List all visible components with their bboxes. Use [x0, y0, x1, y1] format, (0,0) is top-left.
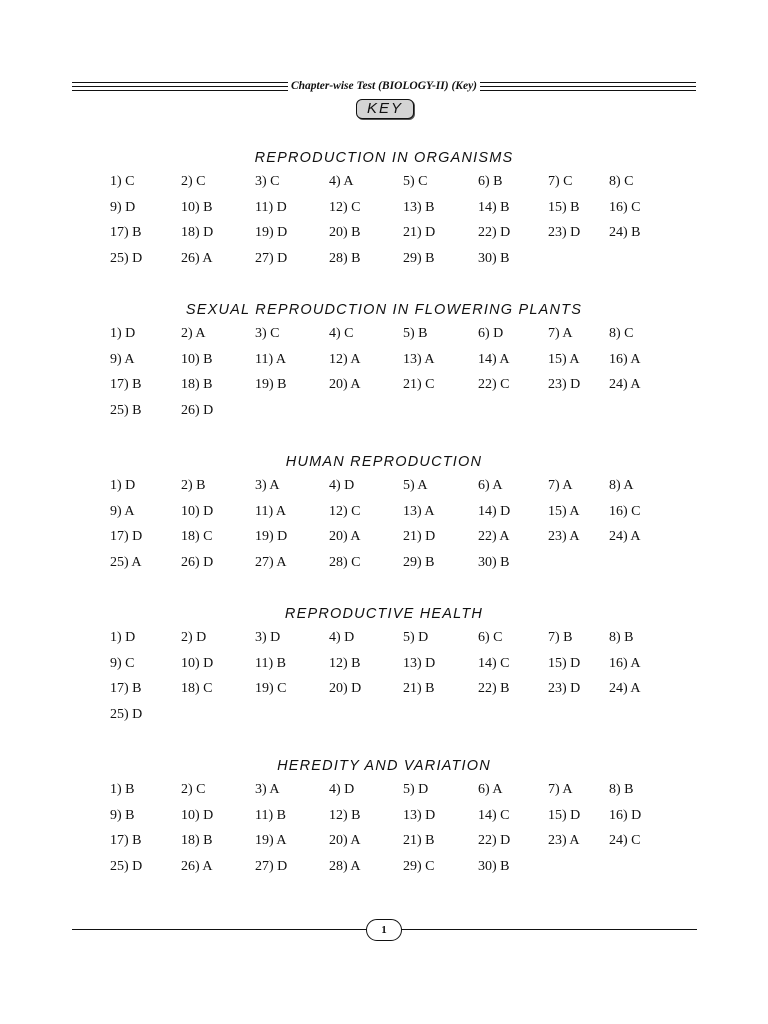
answer-item: 3) A — [255, 782, 280, 797]
answer-item: 29) B — [403, 250, 435, 266]
answer-item: 3) D — [255, 630, 281, 645]
answer-item: 1) C — [110, 174, 135, 189]
answer-item: 16) A — [609, 351, 641, 367]
answer-item: 17) B — [110, 681, 142, 696]
answer-item: 11) B — [255, 807, 286, 823]
answer-item: 18) C — [181, 681, 213, 696]
answer-item: 22) D — [478, 833, 511, 848]
answer-item: 9) C — [110, 655, 135, 671]
answer-item: 11) B — [255, 655, 286, 671]
page-footer — [72, 919, 697, 941]
answer-item: 29) B — [403, 554, 435, 570]
page-header — [72, 77, 696, 95]
answer-item: 22) B — [478, 681, 510, 696]
answer-item: 13) A — [403, 351, 435, 367]
answer-item: 2) A — [181, 326, 206, 341]
answer-item: 24) A — [609, 681, 641, 696]
answer-item: 6) B — [478, 174, 503, 189]
header-title: Chapter-wise Test (BIOLOGY-II) (Key) — [290, 80, 478, 92]
answer-item: 7) C — [548, 174, 573, 189]
answer-item: 11) A — [255, 351, 286, 367]
answer-item: 25) A — [110, 554, 142, 570]
answer-item: 21) D — [403, 225, 436, 240]
answer-item: 20) A — [329, 529, 361, 544]
answer-item: 8) B — [609, 630, 634, 645]
answer-item: 28) B — [329, 250, 361, 266]
answer-item: 4) D — [329, 478, 355, 493]
answer-item: 17) B — [110, 377, 142, 392]
answer-item: 30) B — [478, 858, 510, 874]
answer-item: 26) A — [181, 858, 213, 874]
answer-item: 12) C — [329, 503, 361, 519]
answer-item: 12) B — [329, 807, 361, 823]
answer-item: 6) A — [478, 782, 503, 797]
answer-item: 3) C — [255, 326, 280, 341]
answer-item: 27) D — [255, 250, 288, 266]
answer-item: 15) D — [548, 655, 581, 671]
answer-item: 4) D — [329, 630, 355, 645]
answer-item: 24) B — [609, 225, 641, 240]
answer-item: 8) B — [609, 782, 634, 797]
header-rule-right — [480, 82, 696, 91]
answer-item: 25) D — [110, 250, 143, 266]
answer-item: 19) C — [255, 681, 287, 696]
answer-item: 21) B — [403, 681, 435, 696]
answer-item: 11) A — [255, 503, 286, 519]
answer-item: 5) A — [403, 478, 428, 493]
answer-item: 1) D — [110, 478, 136, 493]
answer-item: 1) D — [110, 326, 136, 341]
answer-item: 6) C — [478, 630, 503, 645]
answer-item: 9) B — [110, 807, 135, 823]
answer-item: 26) D — [181, 402, 214, 418]
answer-item: 2) C — [181, 174, 206, 189]
answer-item: 28) C — [329, 554, 361, 570]
answer-item: 25) D — [110, 858, 143, 874]
answer-item: 10) D — [181, 807, 214, 823]
section-title: HEREDITY AND VARIATION — [277, 758, 491, 774]
answer-item: 5) D — [403, 630, 429, 645]
answer-item: 21) B — [403, 833, 435, 848]
answer-item: 14) C — [478, 807, 510, 823]
answer-section — [0, 148, 768, 274]
answer-item: 14) C — [478, 655, 510, 671]
answer-item: 16) A — [609, 655, 641, 671]
answer-item: 7) A — [548, 478, 573, 493]
answer-item: 23) D — [548, 377, 581, 392]
answer-item: 2) C — [181, 782, 206, 797]
answer-item: 15) D — [548, 807, 581, 823]
answer-item: 20) B — [329, 225, 361, 240]
answer-item: 21) C — [403, 377, 435, 392]
answer-section — [0, 300, 768, 426]
answer-item: 1) D — [110, 630, 136, 645]
answer-item: 19) D — [255, 225, 288, 240]
answer-item: 10) D — [181, 655, 214, 671]
answer-item: 24) C — [609, 833, 641, 848]
answer-item: 8) C — [609, 326, 634, 341]
answer-item: 13) B — [403, 199, 435, 215]
answer-item: 16) C — [609, 503, 641, 519]
answer-item: 22) D — [478, 225, 511, 240]
answer-item: 24) A — [609, 529, 641, 544]
answer-item: 2) B — [181, 478, 206, 493]
answer-item: 23) D — [548, 681, 581, 696]
answer-item: 2) D — [181, 630, 207, 645]
answer-item: 5) C — [403, 174, 428, 189]
answer-item: 17) B — [110, 225, 142, 240]
answer-item: 22) C — [478, 377, 510, 392]
answer-item: 4) A — [329, 174, 354, 189]
answer-item: 30) B — [478, 250, 510, 266]
answer-item: 23) A — [548, 833, 580, 848]
answer-item: 15) A — [548, 351, 580, 367]
answer-item: 18) D — [181, 225, 214, 240]
answer-section — [0, 452, 768, 578]
answer-item: 12) C — [329, 199, 361, 215]
answer-item: 24) A — [609, 377, 641, 392]
answer-item: 18) B — [181, 833, 213, 848]
answer-item: 8) A — [609, 478, 634, 493]
answer-item: 15) A — [548, 503, 580, 519]
answer-item: 4) C — [329, 326, 354, 341]
answer-item: 18) B — [181, 377, 213, 392]
answer-item: 20) A — [329, 833, 361, 848]
answer-section — [0, 756, 768, 882]
answer-item: 13) D — [403, 655, 436, 671]
section-title: REPRODUCTION IN ORGANISMS — [254, 150, 514, 166]
answer-item: 25) B — [110, 402, 142, 418]
answer-section — [0, 604, 768, 730]
answer-item: 9) A — [110, 351, 135, 367]
answer-grid — [0, 326, 768, 426]
answer-item: 11) D — [255, 199, 287, 215]
answer-item: 19) D — [255, 529, 288, 544]
key-badge: KEY — [356, 99, 414, 119]
answer-item: 27) A — [255, 554, 287, 570]
answer-item: 9) D — [110, 199, 136, 215]
answer-item: 3) A — [255, 478, 280, 493]
answer-item: 5) B — [403, 326, 428, 341]
answer-item: 23) A — [548, 529, 580, 544]
answer-item: 3) C — [255, 174, 280, 189]
answer-item: 28) A — [329, 858, 361, 874]
answer-item: 16) D — [609, 807, 642, 823]
page-number: 1 — [366, 919, 402, 941]
answer-item: 14) A — [478, 351, 510, 367]
section-title: HUMAN REPRODUCTION — [285, 454, 483, 470]
answer-item: 29) C — [403, 858, 435, 874]
answer-item: 27) D — [255, 858, 288, 874]
answer-item: 25) D — [110, 706, 143, 722]
answer-item: 12) A — [329, 351, 361, 367]
answer-grid — [0, 478, 768, 578]
answer-item: 15) B — [548, 199, 580, 215]
answer-item: 17) B — [110, 833, 142, 848]
answer-grid — [0, 630, 768, 730]
answer-item: 4) D — [329, 782, 355, 797]
answer-item: 30) B — [478, 554, 510, 570]
answer-item: 26) A — [181, 250, 213, 266]
answer-grid — [0, 174, 768, 274]
answer-item: 1) B — [110, 782, 135, 797]
answer-item: 6) D — [478, 326, 504, 341]
answer-item: 9) A — [110, 503, 135, 519]
answer-item: 12) B — [329, 655, 361, 671]
answer-item: 10) D — [181, 503, 214, 519]
answer-item: 13) D — [403, 807, 436, 823]
answer-item: 8) C — [609, 174, 634, 189]
answer-item: 13) A — [403, 503, 435, 519]
header-rule-left — [72, 82, 288, 91]
answer-item: 18) C — [181, 529, 213, 544]
answer-item: 7) A — [548, 782, 573, 797]
answer-item: 14) B — [478, 199, 510, 215]
answer-item: 20) A — [329, 377, 361, 392]
answer-item: 7) A — [548, 326, 573, 341]
answer-item: 5) D — [403, 782, 429, 797]
answer-item: 6) A — [478, 478, 503, 493]
answer-item: 17) D — [110, 529, 143, 544]
answer-grid — [0, 782, 768, 882]
answer-item: 19) B — [255, 377, 287, 392]
answer-item: 22) A — [478, 529, 510, 544]
answer-item: 21) D — [403, 529, 436, 544]
section-title: REPRODUCTIVE HEALTH — [284, 606, 484, 622]
answer-item: 7) B — [548, 630, 573, 645]
answer-item: 23) D — [548, 225, 581, 240]
answer-item: 14) D — [478, 503, 511, 519]
answer-item: 10) B — [181, 351, 213, 367]
section-title: SEXUAL REPROUDCTION IN FLOWERING PLANTS — [185, 302, 583, 318]
answer-item: 19) A — [255, 833, 287, 848]
answer-item: 16) C — [609, 199, 641, 215]
answer-item: 10) B — [181, 199, 213, 215]
answer-item: 26) D — [181, 554, 214, 570]
answer-item: 20) D — [329, 681, 362, 696]
